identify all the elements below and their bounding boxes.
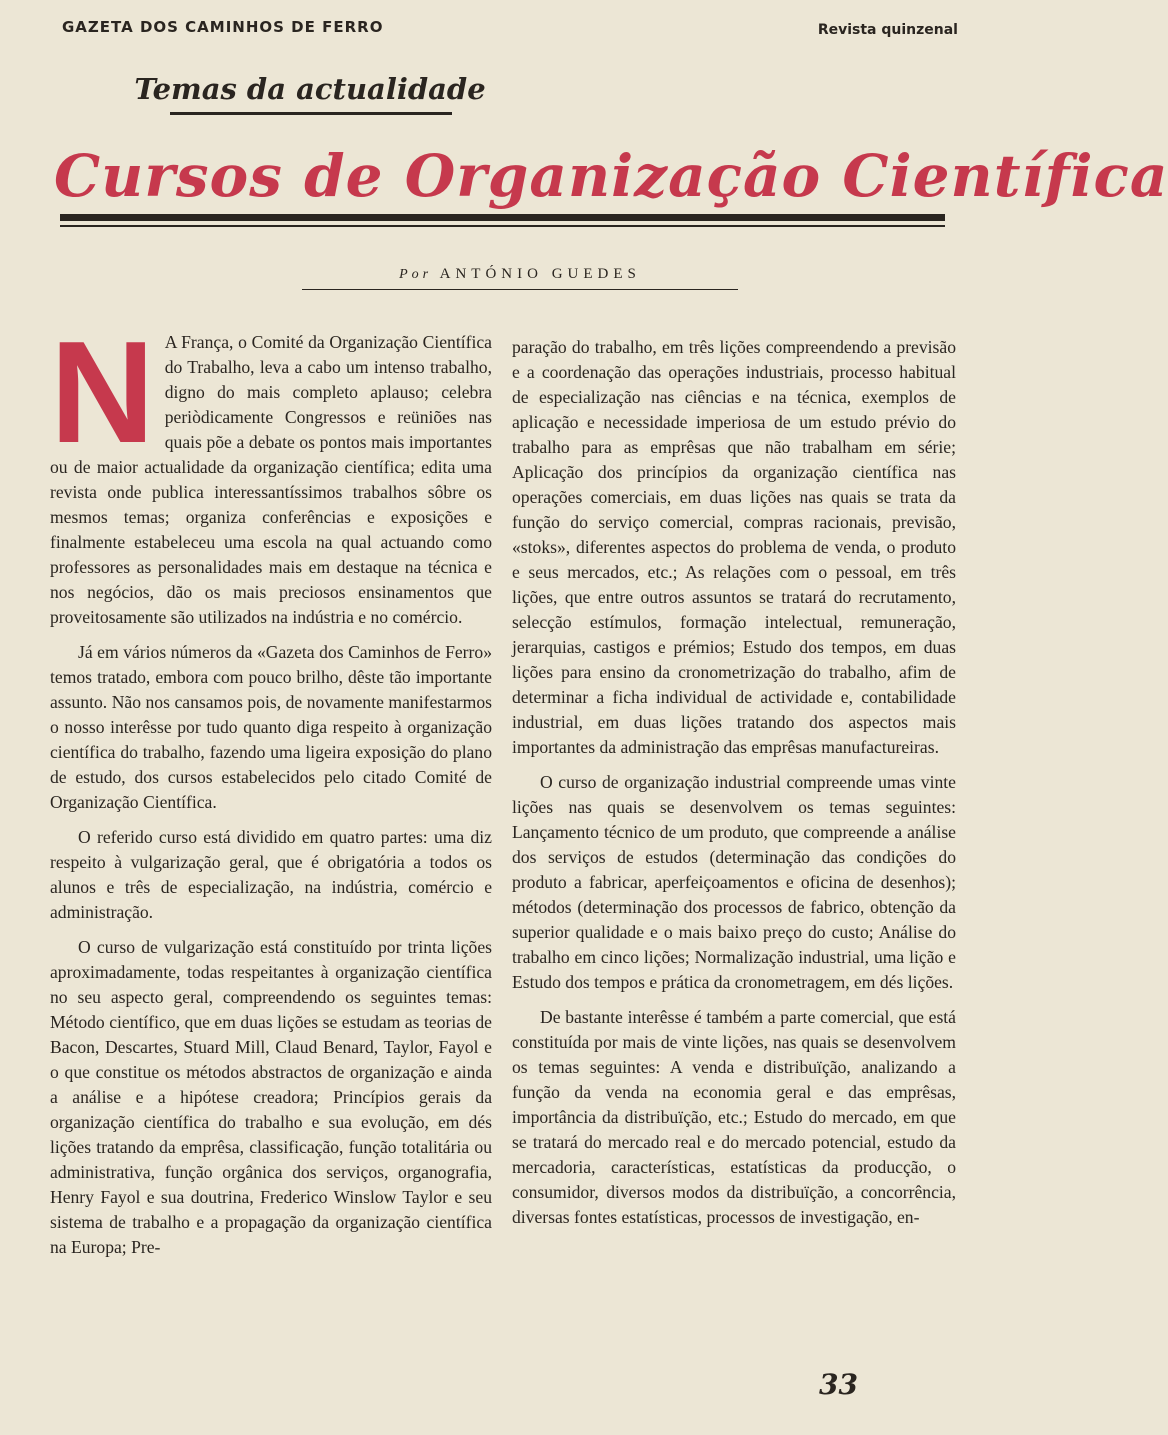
drop-cap: N — [50, 311, 155, 473]
publication-name: GAZETA DOS CAMINHOS DE FERRO — [62, 18, 384, 36]
byline-underline — [302, 289, 738, 290]
paragraph: N A França, o Comité da Organização Científica do Trabalho, leva a cabo um intenso trabalho, digno do mais completo aplauso; celebra periòdicamente Congressos e reüniões nas quais põe a debate os pontos mais importantes ou de maior actualidade da organização científica; edita uma revista onde publica interessantíssimos trabalhos sôbre os mesmos temas; organiza conferências e exposições e finalmente estabeleceu uma escola na qual actuando como professores as personalidades mais em destaque na técnica e nos negócios, dão os mais preciosos ensinamentos que proveitosamente são utilizados na indústria e no comércio. — [50, 311, 492, 627]
paragraph: O referido curso está dividido em quatro partes: uma diz respeito à vulgarização geral, que é obrigatória a todos os alunos e três de especialização, na indústria, comércio e administração. — [50, 827, 492, 922]
page-number: 33 — [819, 1368, 858, 1401]
paragraph: Já em vários números da «Gazeta dos Caminhos de Ferro» temos tratado, embora com pouco brilho, dêste tão importante assunto. Não nos cansamos pois, de novamente manifestarmos o nosso interêsse por tudo quanto diga respeito à organização científica do trabalho, fazendo uma ligeira exposição do plano de estudo, dos cursos estabelecidos pelo citado Comité de Organização Científica. — [50, 642, 492, 812]
periodicity-label: Revista quinzenal — [817, 22, 958, 38]
byline-prefix: Por — [399, 267, 433, 282]
byline — [300, 266, 740, 283]
paragraph: O curso de vulgarização está constituído por trinta lições aproximadamente, todas respeitantes à organização científica no seu aspecto geral, compreendendo os seguintes temas: Método científico, que em duas lições se estudam as teorias de Bacon, Descartes, Stuard Mill, Claud Benard, Taylor, Fayol e o que constitue os métodos abstractos de organização e ainda a análise e a hipótese creadora; Princípios gerais da organização científica do trabalho e sua evolução, em dés lições tratando da emprêsa, classificação, função totalitária ou administrativa, função orgânica dos serviços, organografia, Henry Fayol e sua doutrina, Frederico Winslow Taylor e seu sistema de trabalho e a propagação da organização científica na Europa; Pre- — [50, 937, 492, 1257]
section-kicker: Temas da actualidade — [134, 72, 486, 106]
paragraph: paração do trabalho, em três lições compreendendo a previsão e a coordenação das operações industriais, processo habitual de especialização nas ciências e na técnica, exemplos de aplicação e necessidade imperiosa de um estudo prévio do trabalho para as emprêsas que não trabalham em série; Aplicação dos princípios da organização científica nas operações comerciais, em duas lições nas quais se trata da função do serviço comercial, compras racionais, previsão, «stoks», diferentes aspectos do problema de venda, o produto e seus mercados, etc.; As relações com o pessoal, em três lições, que entre outros assuntos se tratará do recrutamento, selecção estímulos, formação intelectual, remuneração, jerarquias, castigos e prémios; Estudo dos tempos, em duas lições para ensino da cronometrização do trabalho, afim de determinar a ficha individual de actividade e, contabilidade industrial, em duas lições tratando dos aspectos mais importantes da administração das emprêsas manufactureiras. — [512, 337, 956, 757]
article-column-left — [50, 311, 492, 1270]
author-name: ANTÓNIO GUEDES — [439, 266, 641, 282]
paragraph: O curso de organização industrial compreende umas vinte lições nas quais se desenvolvem os temas seguintes: Lançamento técnico de um produto, que compreende a análise dos serviços de estudos (determinação das condições do produto a fabricar, aperfeiçoamentos e oficina de desenhos); métodos (determinação dos processos de fabrico, obtenção da superior qualidade e o mais baixo preço do custo; Análise do trabalho em cinco lições; Normalização industrial, uma lição e Estudo dos tempos e prática da cronometragem, em dés lições. — [512, 772, 956, 992]
article-column-right — [512, 335, 956, 1240]
title-rule-thick — [60, 214, 945, 221]
kicker-underline — [170, 112, 452, 115]
paragraph: De bastante interêsse é também a parte comercial, que está constituída por mais de vinte lições, nas quais se desenvolvem os temas seguintes: A venda e distribuïção, analizando a função da venda na economia geral e das emprêsas, importância da distribuïção, etc.; Estudo do mercado, em que se tratará do mercado real e do mercado potencial, estudo da mercadoria, características, estatísticas da producção, o consumidor, diversos modos da distribuïção, a concorrência, diversas fontes estatísticas, processos de investigação, en- — [512, 1007, 956, 1227]
article-title: Cursos de Organização Científica — [54, 142, 1168, 210]
title-rule-thin — [60, 225, 945, 227]
